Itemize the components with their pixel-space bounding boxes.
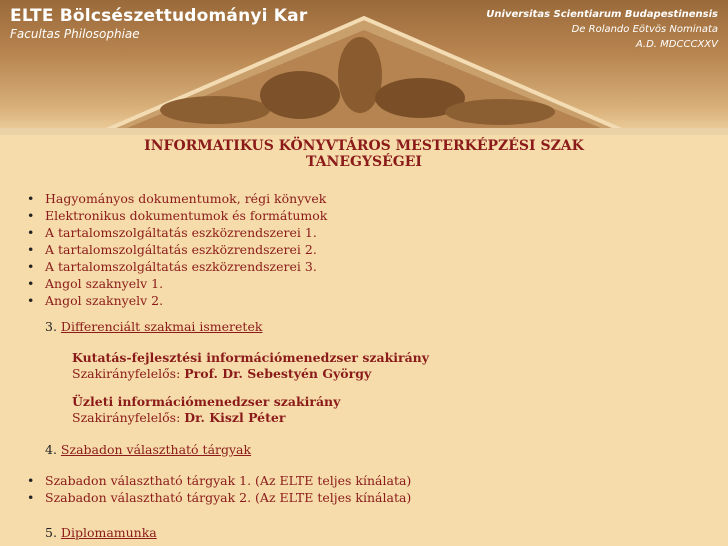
faculty-latin: Facultas Philosophiae [10,27,140,41]
faculty-name: ELTE Bölcsészettudományi Kar [10,6,308,26]
responsible-label: Szakirányfelelős: [72,366,181,381]
list-item: • A tartalomszolgáltatás eszközrendszerei 1. [27,225,317,240]
title-line-1: INFORMATIKUS KÖNYVTÁROS MESTERKÉPZÉSI SZAK [144,138,584,154]
list-item: • Szabadon választható tárgyak 2. (Az ELTE teljes kínálata) [27,490,412,505]
section-3 [45,319,262,334]
list-item: • Szabadon választható tárgyak 1. (Az ELTE teljes kínálata) [27,473,412,488]
bullet: • [27,191,35,206]
list-item: • A tartalomszolgáltatás eszközrendszerei 3. [27,259,317,274]
faculty-brand [10,6,307,41]
list-item: • A tartalomszolgáltatás eszközrendszerei 2. [27,242,317,257]
specialization-title: Kutatás-fejlesztési információmenedzser szakirány [72,350,430,365]
section-number: 3. [45,319,57,334]
section-number: 5. [45,525,57,540]
bullet: • [27,293,35,308]
section-4-link[interactable]: Szabadon választható tárgyak [60,442,252,457]
slide-content [0,135,728,546]
page-title [0,138,728,170]
dedication: De Rolando Eötvös Nominata [571,24,718,35]
bullet: • [27,225,35,240]
specialization-2 [72,394,340,426]
bullet: • [27,208,35,223]
responsible-label: Szakirányfelelős: [72,410,181,425]
bullet: • [27,242,35,257]
university-latin: Universitas Scientiarum Budapestinensis [486,9,718,20]
section-5 [45,525,157,540]
bullet: • [27,473,35,488]
title-line-2: TANEGYSÉGEI [306,154,422,170]
specialization-1 [72,350,429,382]
header-banner [0,0,728,135]
list-item: • Angol szaknyelv 2. [27,293,164,308]
list-item: • Angol szaknyelv 1. [27,276,164,291]
section-4 [45,442,251,457]
university-latin-block [486,7,718,52]
specialization-title: Üzleti információmenedzser szakirány [72,394,341,409]
bullet: • [27,490,35,505]
bullet: • [27,259,35,274]
responsible-name: Dr. Kiszl Péter [184,410,286,425]
section-3-link[interactable]: Differenciált szakmai ismeretek [60,319,263,334]
founding-year: A.D. MDCCCXXV [635,39,718,50]
bullet: • [27,276,35,291]
list-item: • Hagyományos dokumentumok, régi könyvek [27,191,327,206]
section-number: 4. [45,442,57,457]
section-5-link[interactable]: Diplomamunka [60,525,157,540]
list-item: • Elektronikus dokumentumok és formátumok [27,208,328,223]
responsible-name: Prof. Dr. Sebestyén György [184,366,372,381]
